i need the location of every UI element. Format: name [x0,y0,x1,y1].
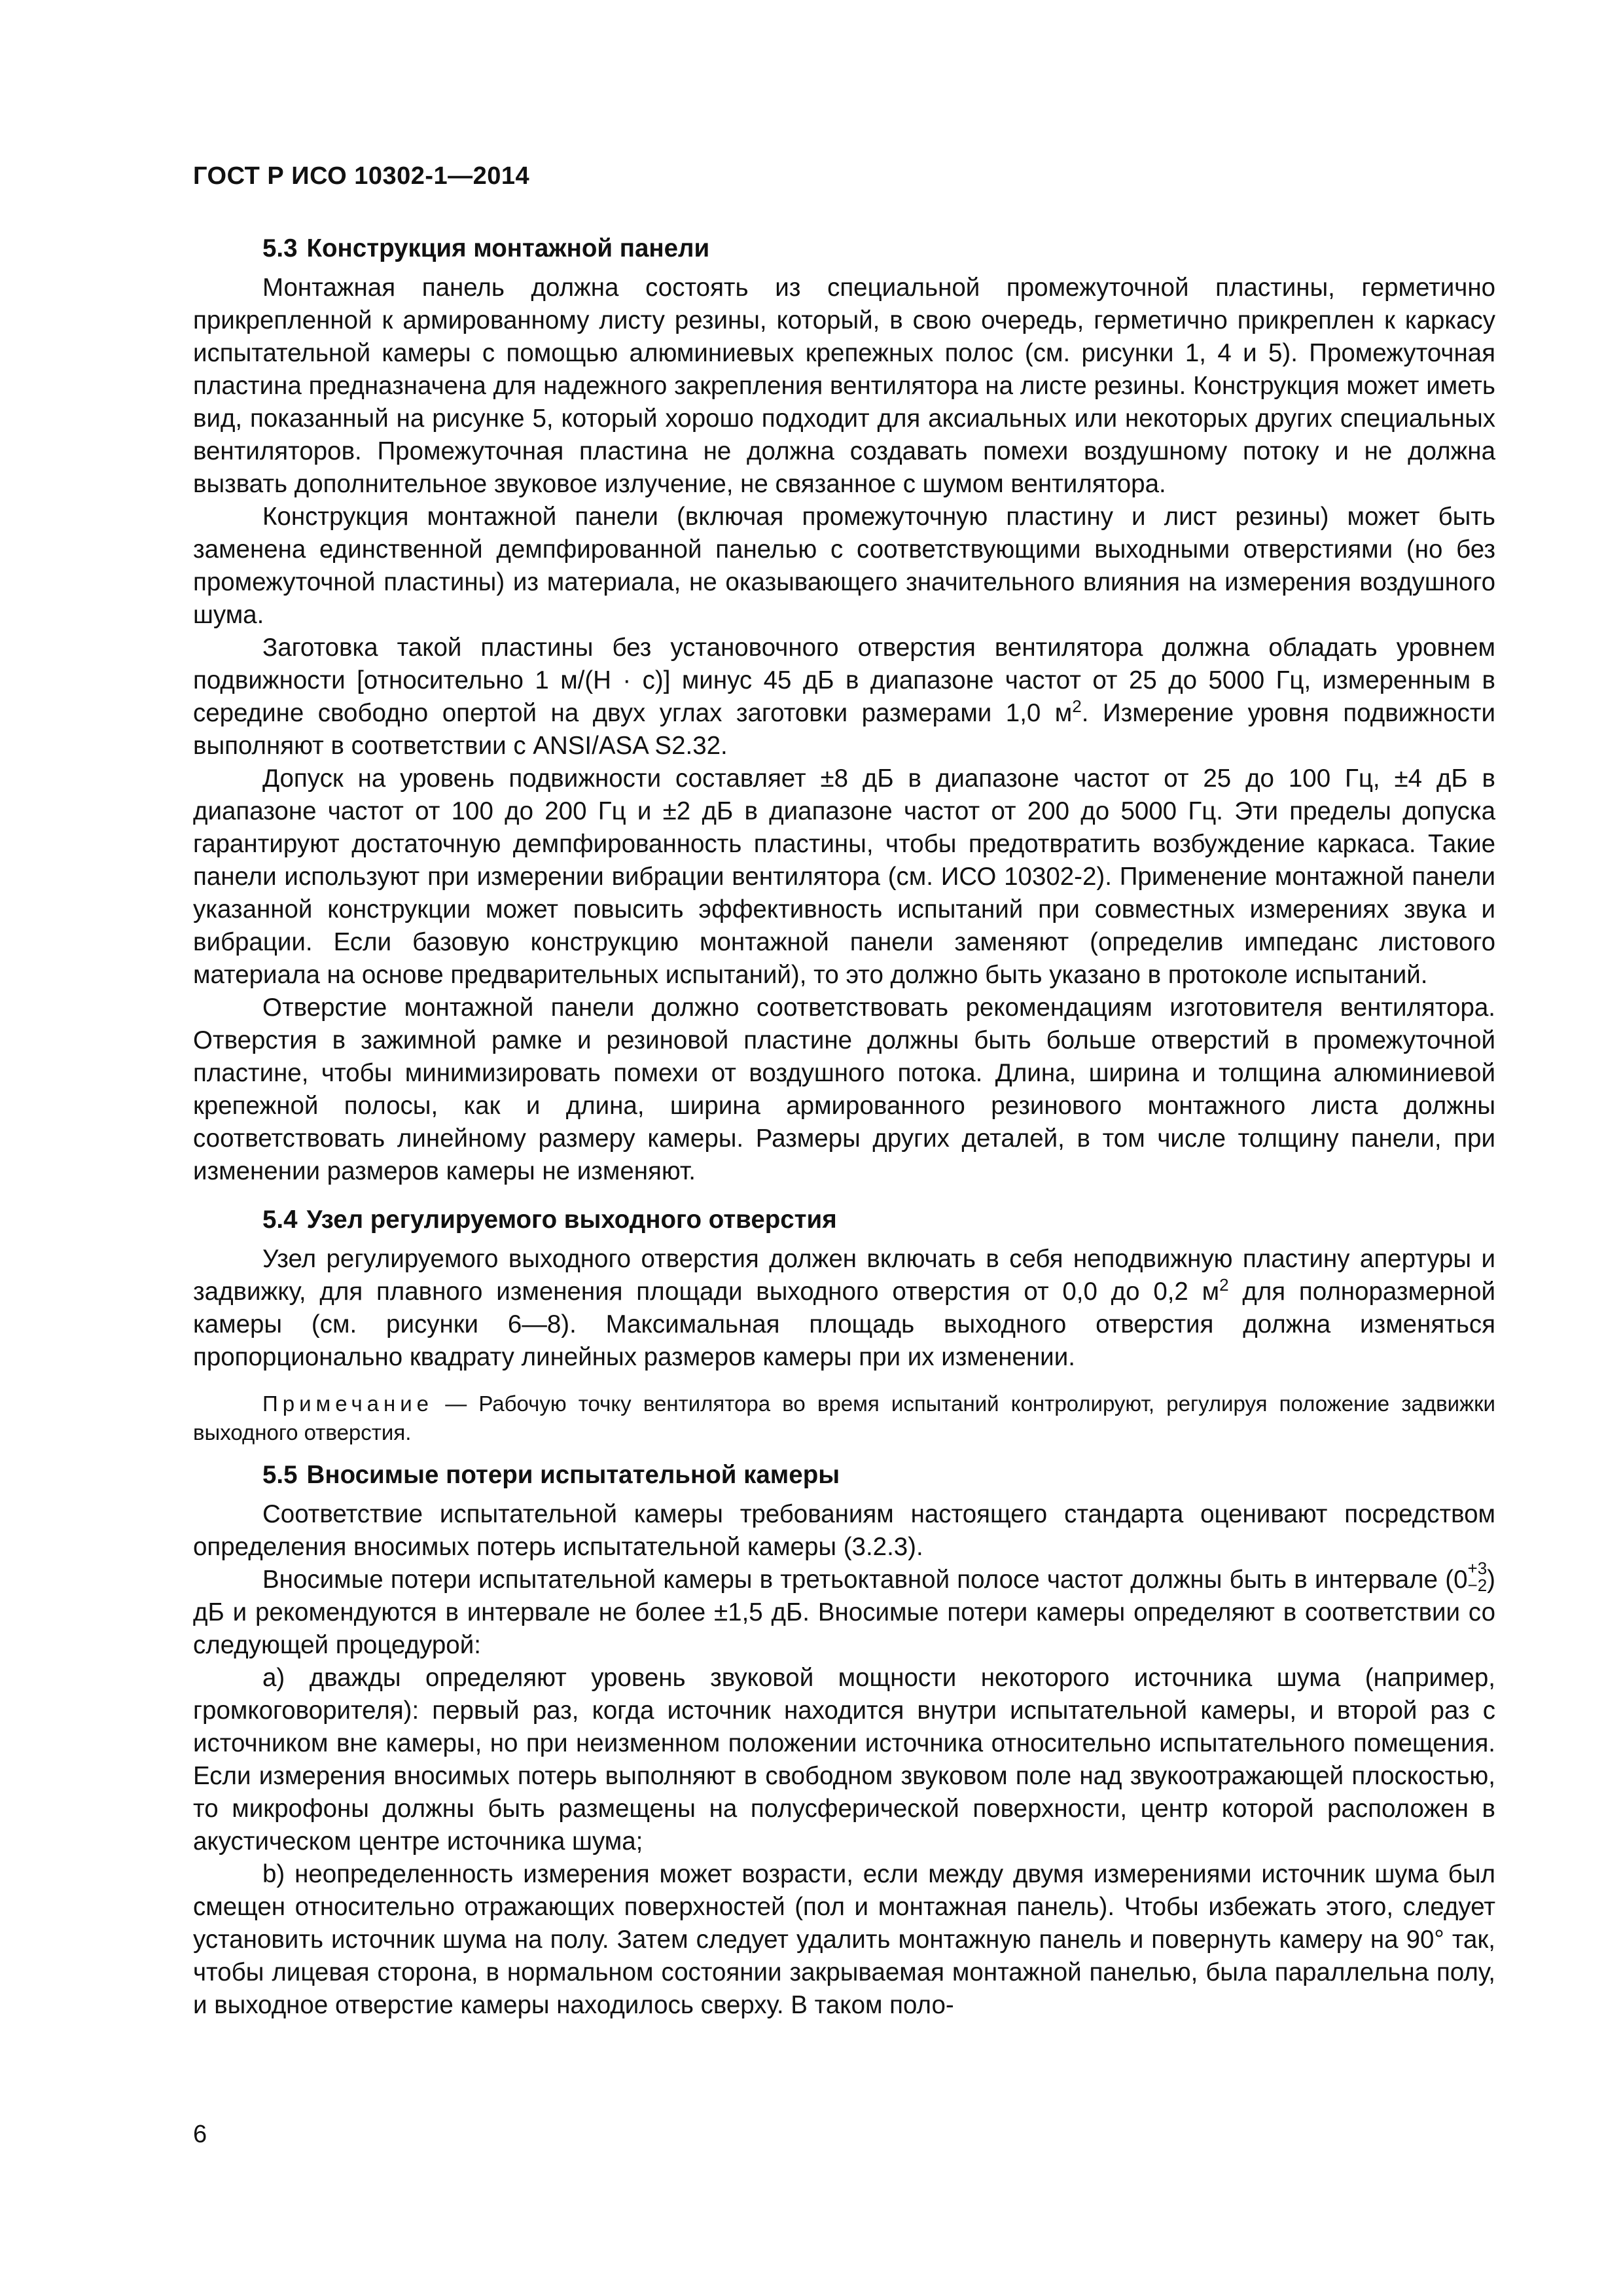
paragraph: Монтажная панель должна состоять из специальной промежуточной пластины, герметично прикрепленной к армированному листу резины, который, в свою очередь, герметично прикреплен к каркасу испытательной камеры с помощью алюминиевых крепежных полос (см. рисунки 1, 4 и 5). Промежуточная пластина предназначена для надежного закрепления вентилятора на листе резины. Конструкция может иметь вид, показанный на рисунке 5, который хорошо подходит для аксиальных или некоторых других специальных вентиляторов. Промежуточная пластина не должна создавать помехи воздушному потоку и не должна вызвать дополнительное звуковое излучение, не связанное с шумом вентилятора. [193,274,1495,498]
section-heading-5-4 [193,1204,1495,1236]
section-number: 5.5 [262,1461,298,1489]
paragraph [193,632,1495,762]
superscript: 2 [1219,1275,1229,1295]
paragraph [193,1243,1495,1374]
note-label: Примечание [262,1391,434,1416]
section-heading-5-5 [193,1459,1495,1492]
paragraph [193,1558,1495,1662]
note-text: — Рабочую точку вентилятора во время испытаний контролируют, регулируя положение задвижки выходного отверстия. [193,1391,1495,1444]
paragraph: Допуск на уровень подвижности составляет ±8 дБ в диапазоне частот от 25 до 100 Гц, ±4 дБ в диапазоне частот от 100 до 200 Гц и ±2 дБ в диапазоне частот от 200 до 5000 Гц. Эти пределы допуска гарантируют достаточную демпфированность пластины, чтобы предотвратить возбуждение каркаса. Такие панели используют при измерении вибрации вентилятора (см. ИСО 10302-2). Применение монтажной панели указанной конструкции может повысить эффективность испытаний при совместных измерениях звука и вибрации. Если базовую конструкцию монтажной панели заменяют (определив импеданс листового материала на основе предварительных испытаний), то это должно быть указано в протоколе испытаний. [193,764,1495,989]
superscript: 2 [1072,696,1082,717]
tolerance-upper: +3 [1467,1558,1488,1578]
paragraph-text: Узел регулируемого выходного отверстия должен включать в себя неподвижную пластину апертуры и задвижку, для плавного изменения площади выходного отверстия от 0,0 до 0,2 м [193,1245,1495,1306]
list-item: b) неопределенность измерения может возрасти, если между двумя измерениями источник шума был смещен относительно отражающих поверхностей (пол и монтажная панель). Чтобы избежать этого, следует установить источник шума на полу. Затем следует удалить монтажную панель и повернуть камеру на 90° так, чтобы лицевая сторона, в нормальном состоянии закрываемая монтажной панелью, была параллельна полу, и выходное отверстие камеры находилось сверху. В таком поло- [193,1860,1495,2019]
paragraph-text: ) дБ и рекомендуются в интервале не более ±1,5 дБ. Вносимые потери камеры определяют в соответствии со следующей процедурой: [193,1566,1495,1659]
page-number: 6 [193,2121,207,2148]
paragraph-text: . Измерение уровня подвижности выполняют в соответствии с ANSI/ASA S2.32. [193,699,1495,760]
paragraph: Конструкция монтажной панели (включая промежуточную пластину и лист резины) может быть заменена единственной демпфированной панелью с соответствующими выходными отверстиями (но без промежуточной пластины) из материала, не оказывающего значительного влияния на измерения воздушного шума. [193,503,1495,629]
section-heading-5-3 [193,232,1495,265]
document-body [193,232,1495,2022]
paragraph: Соответствие испытательной камеры требованиям настоящего стандарта оценивают посредством определения вносимых потерь испытательной камеры (3.2.3). [193,1500,1495,1561]
section-title-text: Конструкция монтажной панели [306,234,710,262]
paragraph-text: для полноразмерной камеры (см. рисунки 6—8). Максимальная площадь выходного отверстия должна изменяться пропорционально квадрату линейных размеров камеры при их изменении. [193,1278,1495,1371]
document-code-header: ГОСТ Р ИСО 10302-1—2014 [193,162,530,190]
section-number: 5.4 [262,1206,298,1234]
tolerance-superscript-subscript [1468,1560,1488,1594]
paragraph-text: Заготовка такой пластины без установочного отверстия вентилятора должна обладать уровнем подвижности [относительно 1 м/(Н · с)] минус 45 дБ в диапазоне частот от 25 до 5000 Гц, измеренным в середине свободно опертой на двух углах заготовки размерами 1,0 м [193,634,1495,727]
paragraph: Отверстие монтажной панели должно соответствовать рекомендациям изготовителя вентилятора. Отверстия в зажимной рамке и резиновой пластине должны быть больше отверстий в промежуточной пластине, чтобы минимизировать помехи от воздушного потока. Длина, ширина и толщина алюминиевой крепежной полосы, как и длина, ширина армированного резинового монтажного листа должны соответствовать линейному размеру камеры. Размеры других деталей, в том числе толщину панели, при изменении размеров камеры не изменяют. [193,994,1495,1185]
section-title-text: Узел регулируемого выходного отверстия [306,1206,837,1234]
section-number: 5.3 [262,234,298,262]
list-item: а) дважды определяют уровень звуковой мощности некоторого источника шума (например, громкоговорителя): первый раз, когда источник находится внутри испытательной камеры, и второй раз с источником вне камеры, но при неизменном положении источника относительно испытательного помещения. Если измерения вносимых потерь выполняют в свободном звуковом поле над звукоотражающей плоскостью, то микрофоны должны быть размещены на полусферической поверхности, центр которой расположен в акустическом центре источника шума; [193,1664,1495,1856]
paragraph-text: Вносимые потери испытательной камеры в третьоктавной полосе частот должны быть в интервале (0 [262,1566,1468,1594]
note [193,1390,1495,1447]
section-title-text: Вносимые потери испытательной камеры [306,1461,840,1489]
tolerance-lower: −2 [1467,1575,1488,1595]
